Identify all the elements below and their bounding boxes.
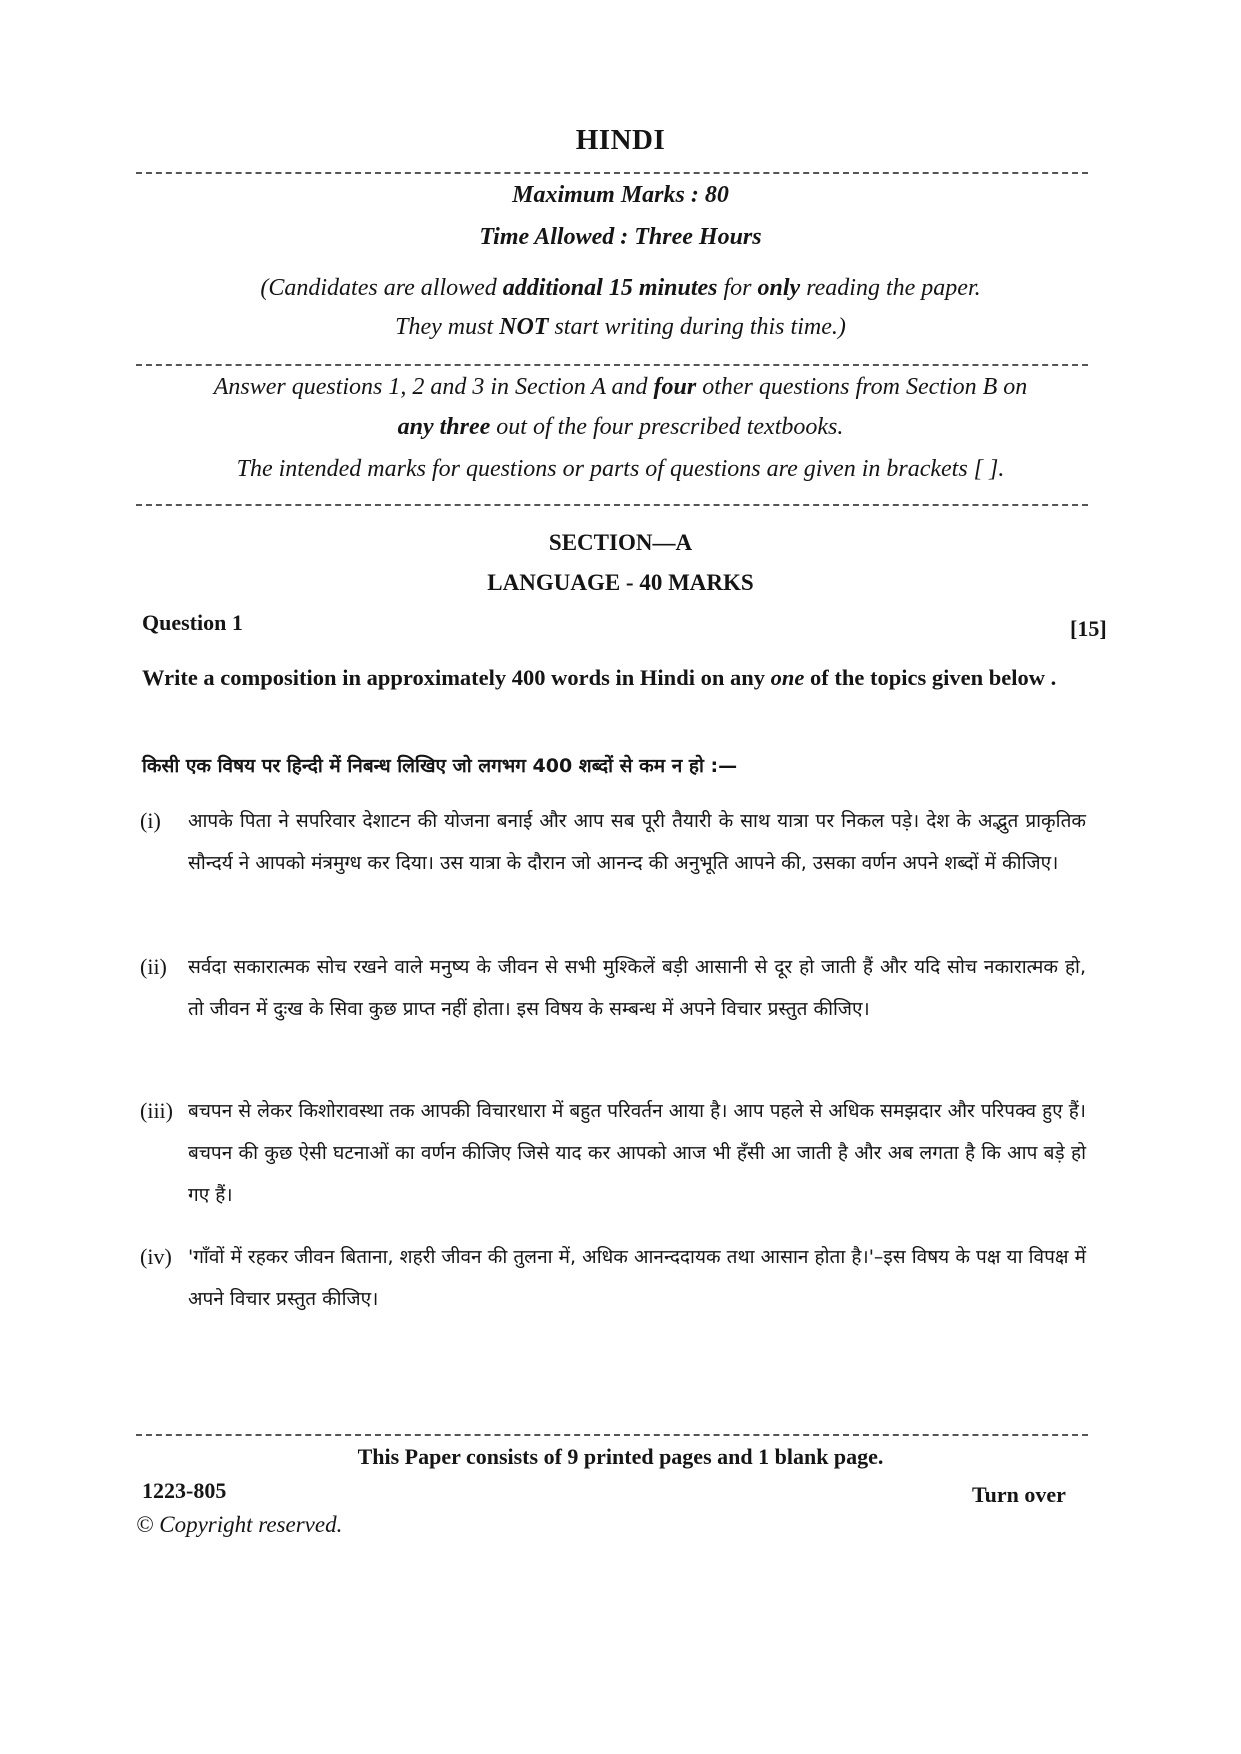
reading-note-line1: (Candidates are allowed additional 15 minutes for only reading the paper. (260, 275, 981, 301)
paper-code: 1223-805 (142, 1478, 227, 1503)
dashed-divider (136, 172, 1088, 174)
instructions-line1: Answer questions 1, 2 and 3 in Section A and four other questions from Section B on (213, 374, 1028, 400)
dashed-divider (136, 504, 1088, 506)
topic-number: (ii) (140, 954, 167, 979)
topic-text: बचपन से लेकर किशोरावस्था तक आपकी विचारधारा में बहुत परिवर्तन आया है। आप पहले से अधिक समझदार और परिपक्व हुए हैं। बचपन की कुछ ऐसी घटनाओं का वर्णन कीजिए जिसे याद कर आपको आज भी हँसी आ जाती है और अब लगता है कि आप बड़े हो गए हैं। (188, 1100, 1086, 1206)
topic-text: 'गाँवों में रहकर जीवन बिताना, शहरी जीवन की तुलना में, अधिक आनन्ददायक तथा आसान होता है।'–इस विषय के पक्ष या विपक्ष में अपने विचार प्रस्तुत कीजिए। (188, 1246, 1086, 1310)
instructions-line3: The intended marks for questions or parts of questions are given in brackets [ ]. (236, 456, 1005, 482)
copyright-notice: © Copyright reserved. (136, 1512, 343, 1537)
hindi-prompt: किसी एक विषय पर हिन्दी में निबन्ध लिखिए जो लगभग 400 शब्दों से कम न हो :— (142, 755, 738, 777)
section-subtitle: LANGUAGE - 40 MARKS (487, 570, 754, 595)
instructions-line2: any three out of the four prescribed textbooks. (397, 414, 844, 440)
paper-title: HINDI (575, 124, 666, 156)
topic-text: सर्वदा सकारात्मक सोच रखने वाले मनुष्य के जीवन से सभी मुश्किलें बड़ी आसानी से दूर हो जाती हैं और यदि सोच नकारात्मक हो, तो जीवन में दुःख के सिवा कुछ प्राप्त नहीं होता। इस विषय के सम्बन्ध में अपने विचार प्रस्तुत कीजिए। (188, 956, 1086, 1020)
pages-note: This Paper consists of 9 printed pages and 1 blank page. (357, 1444, 884, 1469)
dashed-divider (136, 364, 1088, 366)
topic-number: (i) (140, 808, 161, 833)
section-title: SECTION—A (548, 530, 693, 555)
topic-number: (iii) (140, 1098, 173, 1123)
reading-note-line2: They must NOT start writing during this time.) (395, 314, 846, 340)
time-allowed: Time Allowed : Three Hours (479, 224, 762, 250)
question-prompt: Write a composition in approximately 400 words in Hindi on any one of the topics given below . (142, 665, 1057, 690)
dashed-divider (136, 1434, 1088, 1436)
topic-text: आपके पिता ने सपरिवार देशाटन की योजना बनाई और आप सब पूरी तैयारी के साथ यात्रा पर निकल पड़े। देश के अद्भुत प्राकृतिक सौन्दर्य ने आपको मंत्रमुग्ध कर दिया। उस यात्रा के दौरान जो आनन्द की अनुभूति आपने की, उसका वर्णन अपने शब्दों में कीजिए। (188, 810, 1086, 874)
question-marks: [15] (1070, 616, 1107, 641)
topic-number: (iv) (140, 1244, 172, 1269)
max-marks: Maximum Marks : 80 (512, 182, 729, 208)
turn-over: Turn over (972, 1482, 1066, 1507)
question-label: Question 1 (142, 610, 243, 635)
